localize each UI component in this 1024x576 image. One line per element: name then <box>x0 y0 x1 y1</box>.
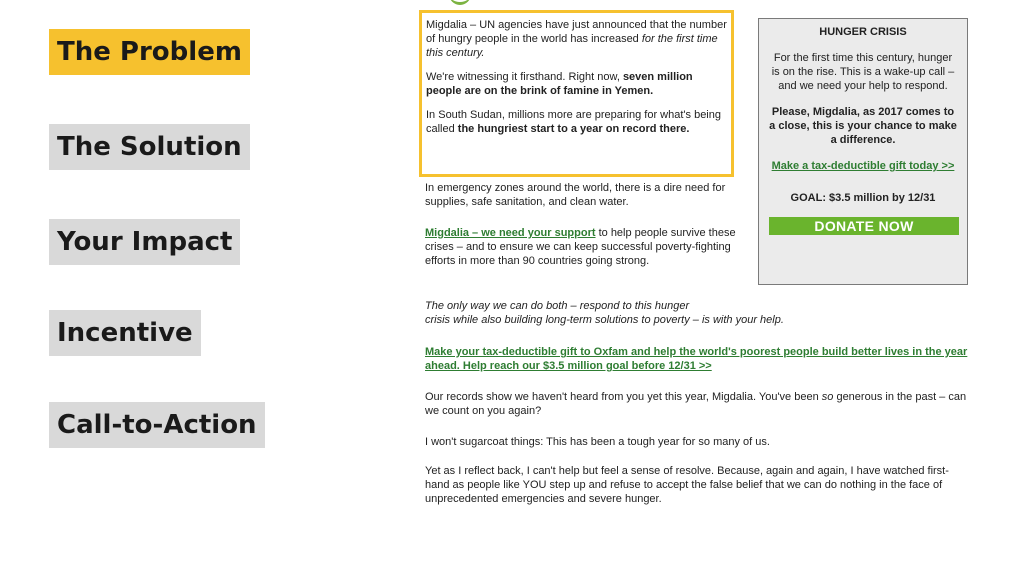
donate-now-button[interactable]: DONATE NOW <box>769 217 959 235</box>
sidebar-goal: GOAL: $3.5 million by 12/31 <box>790 192 936 204</box>
intro-paragraph-1: Migdalia – UN agencies have just announced that the number of hungry people in the world has increased for the first time this century. <box>426 19 727 59</box>
label-the-problem: The Problem <box>49 29 250 75</box>
sidebar-appeal: Please, Migdalia, as 2017 comes to a close, this is your chance to make a difference. <box>769 106 957 146</box>
sidebar-heading: HUNGER CRISIS <box>819 26 907 38</box>
logo-fragment <box>449 0 471 5</box>
paragraph-only-way: The only way we can do both – respond to this hunger crisis while also building long-term solutions to poverty – is with your help. <box>425 300 784 326</box>
label-your-impact: Your Impact <box>49 219 240 265</box>
sidebar-text: For the first time this century, hunger is on the rise. This is a wake-up call – and we need your help to respond. <box>771 52 955 92</box>
problem-highlight-box <box>419 10 734 177</box>
paragraph-support: Migdalia – we need your support to help people survive these crises – and to ensure we can keep successful poverty-fighting efforts in more than 90 countries going strong. <box>425 227 736 267</box>
intro-paragraph-3: In South Sudan, millions more are preparing for what's being called the hungriest start to a year on record there. <box>426 109 721 135</box>
cta-donate-link[interactable]: Make your tax-deductible gift to Oxfam and help the world's poorest people build better lives in the year ahead. Help reach our $3.5 million goal before 12/31 >> <box>425 346 968 372</box>
sidebar-gift-link[interactable]: Make a tax-deductible gift today >> <box>771 160 955 172</box>
support-link[interactable]: Migdalia – we need your support <box>425 227 596 239</box>
paragraph-records: Our records show we haven't heard from you yet this year, Migdalia. You've been so generous in the past – can we count on you again? <box>425 391 967 417</box>
paragraph-resolve: Yet as I reflect back, I can't help but feel a sense of resolve. Because, again and again, I have watched first-hand as people like YOU step up and refuse to accept the false belief that we can do nothing in the face of unprecedented emergencies and severe hunger. <box>425 465 949 505</box>
label-call-to-action: Call-to-Action <box>49 402 265 448</box>
intro-paragraph-2: We're witnessing it firsthand. Right now, seven million people are on the brink of famine in Yemen. <box>426 71 693 97</box>
paragraph-needs: In emergency zones around the world, there is a dire need for supplies, safe sanitation, and clean water. <box>425 182 726 208</box>
hunger-crisis-sidebar <box>758 18 968 285</box>
paragraph-sugarcoat: I won't sugarcoat things: This has been a tough year for so many of us. <box>425 436 770 448</box>
cta-link-paragraph <box>425 345 973 373</box>
label-the-solution: The Solution <box>49 124 250 170</box>
label-incentive: Incentive <box>49 310 201 356</box>
